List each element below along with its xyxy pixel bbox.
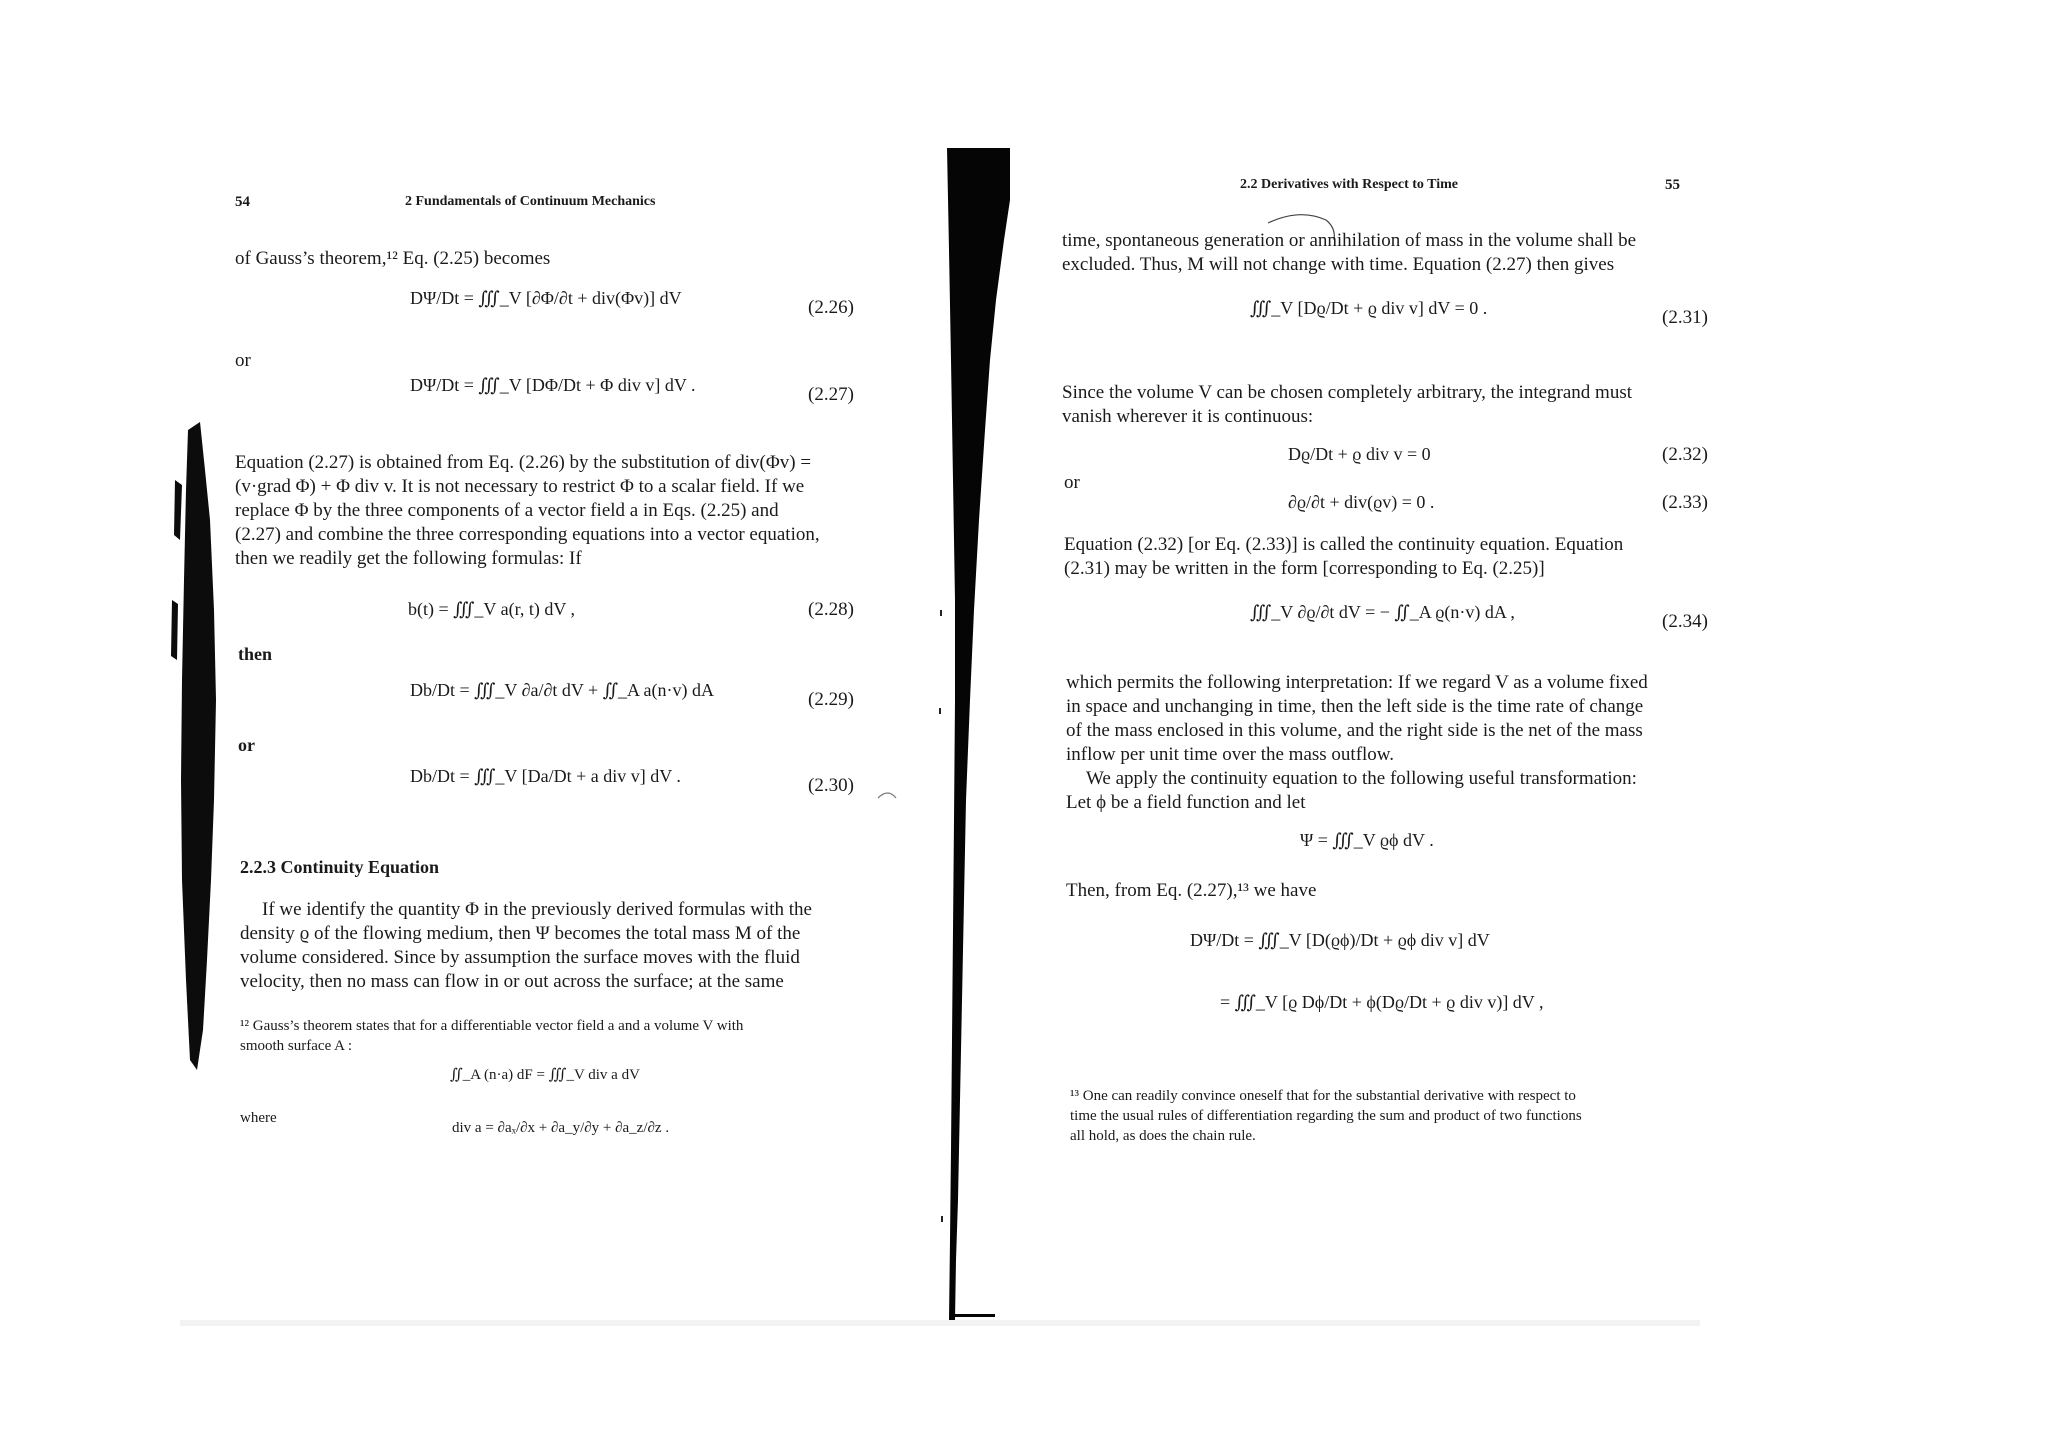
text-line: Equation (2.32) [or Eq. (2.33)] is called the continuity equation. Equation (1064, 534, 1624, 555)
equation: = ∭_V [ϱ Dϕ/Dt + ϕ(Dϱ/Dt + ϱ div v)] dV , (1220, 992, 1544, 1012)
footnote-line: ¹³ One can readily convince oneself that for the substantial derivative with respect to (1070, 1088, 1576, 1104)
equation-number: (2.30) (808, 775, 854, 796)
footnote-line: smooth surface A : (240, 1038, 353, 1054)
footnote-line: all hold, as does the chain rule. (1070, 1128, 1256, 1144)
equation-number: (2.27) (808, 384, 854, 405)
equation: b(t) = ∭_V a(r, t) dV , (408, 599, 576, 619)
text-line: excluded. Thus, M will not change with time. Equation (2.27) then gives (1062, 254, 1615, 275)
text-line: velocity, then no mass can flow in or out across the surface; at the same (240, 971, 784, 992)
equation: DΨ/Dt = ∭_V [D(ϱϕ)/Dt + ϱϕ div v] dV (1190, 930, 1490, 950)
footnote-equation: div a = ∂aₓ/∂x + ∂a_y/∂y + ∂a_z/∂z . (452, 1120, 670, 1136)
text-line: which permits the following interpretation: If we regard V as a volume fixed (1066, 672, 1648, 693)
footnote-line: time the usual rules of differentiation regarding the sum and product of two functions (1070, 1108, 1582, 1124)
text-line: (2.31) may be written in the form [corresponding to Eq. (2.25)] (1064, 558, 1545, 579)
left-page (0, 130, 1000, 1330)
equation-number: (2.29) (808, 689, 854, 710)
text-line: replace Φ by the three components of a vector field a in Eqs. (2.25) and (235, 500, 779, 521)
equation: DΨ/Dt = ∭_V [DΦ/Dt + Φ div v] dV . (410, 375, 696, 395)
text-line: then we readily get the following formulas: If (235, 548, 582, 569)
text-line: Then, from Eq. (2.27),¹³ we have (1066, 880, 1317, 901)
text-line: We apply the continuity equation to the following useful transformation: (1086, 768, 1637, 789)
equation: ∭_V [Dϱ/Dt + ϱ div v] dV = 0 . (1250, 298, 1488, 318)
text-line: density ϱ of the flowing medium, then Ψ becomes the total mass M of the (240, 923, 801, 944)
text-line: If we identify the quantity Φ in the previously derived formulas with the (262, 899, 812, 920)
text-line: time, spontaneous generation or annihilation of mass in the volume shall be (1062, 230, 1637, 251)
equation: DΨ/Dt = ∭_V [∂Φ/∂t + div(Φv)] dV (410, 288, 682, 308)
text-line: (v·grad Φ) + Φ div v. It is not necessary to restrict Φ to a scalar field. If we (235, 476, 805, 497)
equation-number: (2.33) (1662, 492, 1708, 513)
text-line: of Gauss’s theorem,¹² Eq. (2.25) becomes (235, 248, 551, 269)
right-page (1000, 130, 2048, 1330)
equation-number: (2.34) (1662, 611, 1708, 632)
text-line: in space and unchanging in time, then the left side is the time rate of change (1066, 696, 1644, 717)
text-line: volume considered. Since by assumption the surface moves with the fluid (240, 947, 800, 968)
page-number: 55 (1665, 177, 1680, 193)
equation: Db/Dt = ∭_V [Da/Dt + a div v] dV . (410, 766, 681, 786)
equation: Ψ = ∭_V ϱϕ dV . (1300, 830, 1434, 850)
page-number: 54 (235, 194, 250, 210)
text-line: Since the volume V can be chosen completely arbitrary, the integrand must (1062, 382, 1633, 403)
text-line: of the mass enclosed in this volume, and the right side is the net of the mass (1066, 720, 1643, 741)
section-heading: 2.2.3 Continuity Equation (240, 857, 440, 877)
text-line: Let ϕ be a field function and let (1066, 792, 1306, 813)
equation: ∭_V ∂ϱ/∂t dV = − ∬_A ϱ(n·v) dA , (1250, 602, 1515, 622)
connector-word: or (235, 350, 251, 371)
text-line: vanish wherever it is continuous: (1062, 406, 1314, 427)
text-line: (2.27) and combine the three corresponding equations into a vector equation, (235, 524, 820, 545)
equation: Dϱ/Dt + ϱ div v = 0 (1288, 444, 1431, 464)
equation: ∂ϱ/∂t + div(ϱv) = 0 . (1288, 492, 1435, 512)
footnote-line: where (240, 1110, 277, 1126)
connector-word: or (238, 735, 255, 755)
running-title: 2 Fundamentals of Continuum Mechanics (405, 194, 656, 209)
equation-number: (2.31) (1662, 307, 1708, 328)
running-title: 2.2 Derivatives with Respect to Time (1240, 177, 1458, 192)
text-line: Equation (2.27) is obtained from Eq. (2.26) by the substitution of div(Φv) = (235, 452, 812, 473)
footnote-equation: ∬_A (n·a) dF = ∭_V div a dV (450, 1067, 640, 1083)
equation-number: (2.28) (808, 599, 854, 620)
text-line: inflow per unit time over the mass outflow. (1066, 744, 1395, 765)
equation-number: (2.32) (1662, 444, 1708, 465)
footnote-line: ¹² Gauss’s theorem states that for a differentiable vector field a and a volume V with (240, 1018, 744, 1034)
connector-word: then (238, 644, 273, 664)
equation: Db/Dt = ∭_V ∂a/∂t dV + ∬_A a(n·v) dA (410, 680, 715, 700)
equation-number: (2.26) (808, 297, 854, 318)
connector-word: or (1064, 472, 1080, 493)
